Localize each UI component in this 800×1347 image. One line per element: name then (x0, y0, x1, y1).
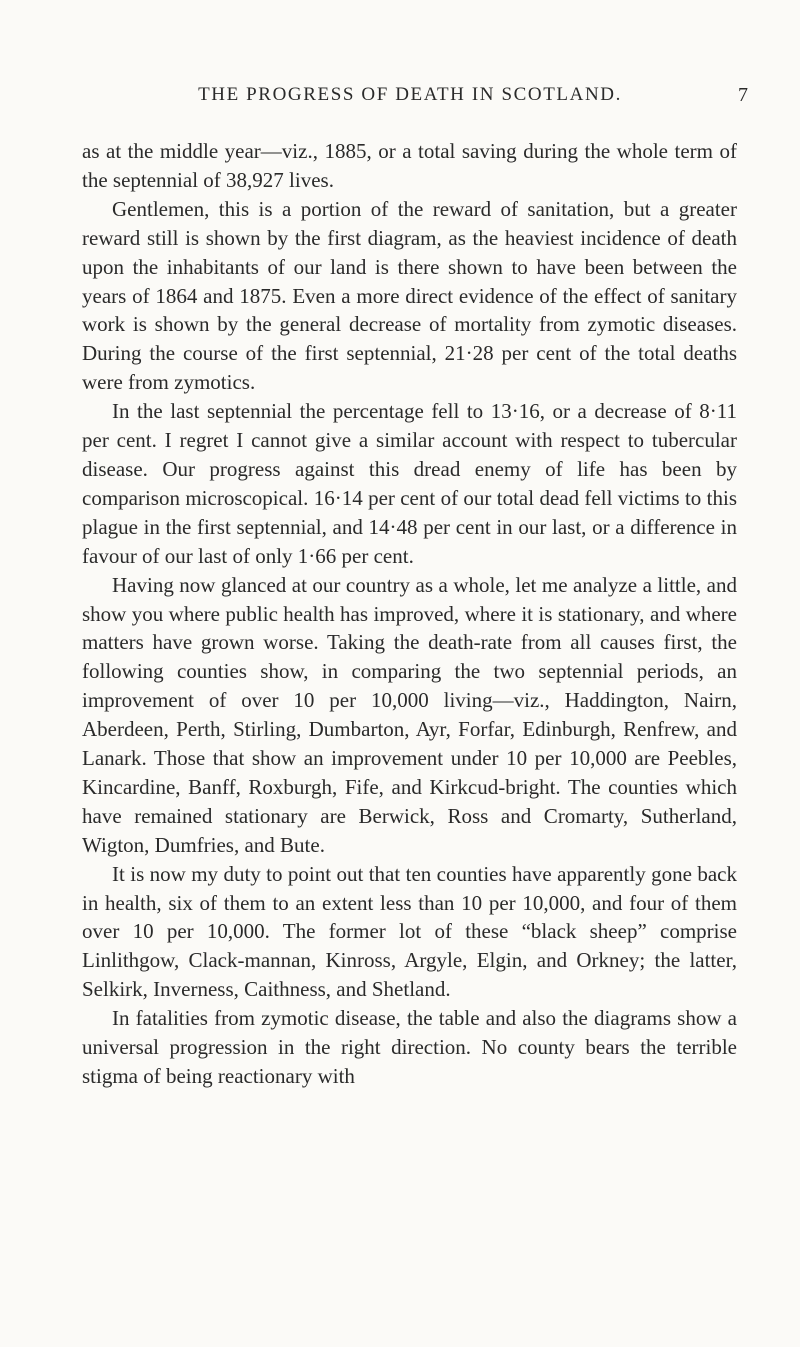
page-number: 7 (738, 84, 748, 106)
paragraph-tubercular: In the last septennial the percentage fell to 13·16, or a decrease of 8·11 per cent. I regret I cannot give a similar account with respect to tubercular disease. Our progress against this dread enemy of life has been by comparison microscopical. 16·14 per cent of our total dead fell victims to this plague in the first septennial, and 14·48 per cent in our last, or a difference in favour of our last of only 1·66 per cent. (82, 399, 737, 568)
running-title: THE PROGRESS OF DEATH IN SCOTLAND. (198, 84, 622, 105)
paragraph-sanitation-reward: Gentlemen, this is a portion of the reward of sanitation, but a greater reward still is shown by the first diagram, as the heaviest incidence of death upon the inhabitants of our land is there shown to have been between the years of 1864 and 1875. Even a more direct evidence of the effect of sanitary work is shown by the general decrease of mortality from zymotic diseases. During the course of the first septennial, 21·28 per cent of the total deaths were from zymotics. (82, 196, 737, 395)
paragraph-zymotic: In fatalities from zymotic disease, the table and also the diagrams show a universal progression in the right direction. No county bears the terrible stigma of being reactionary with (82, 1006, 737, 1088)
paragraph-black-sheep: It is now my duty to point out that ten counties have apparently gone back in health, six of them to an extent less than 10 per 10,000, and four of them over 10 per 10,000. The former lot of these “black sheep” comprise Linlithgow, Clack-mannan, Kinross, Argyle, Elgin, and Orkney; the latter, Selkirk, Inverness, Caithness, and Shetland. (82, 861, 737, 1002)
paragraph-county-analysis: Having now glanced at our country as a whole, let me analyze a little, and show you where public health has improved, where it is stationary, and where matters have grown worse. Taking the death-rate from all causes first, the following counties show, in comparing the two septennial periods, an improvement of over 10 per 10,000 living—viz., Haddington, Nairn, Aberdeen, Perth, Stirling, Dumbarton, Ayr, Forfar, Edinburgh, Renfrew, and Lanark. Those that show an improvement under 10 per 10,000 are Peebles, Kincardine, Banff, Roxburgh, Fife, and Kirkcud-bright. The counties which have remained stationary are Berwick, Ross and Cromarty, Sutherland, Wigton, Dumfries, and Bute. (82, 572, 737, 857)
paragraph-continuation: as at the middle year—viz., 1885, or a total saving during the whole term of the septennial of 38,927 lives. (82, 139, 737, 192)
page-header (80, 84, 748, 114)
body-text (82, 137, 737, 1091)
